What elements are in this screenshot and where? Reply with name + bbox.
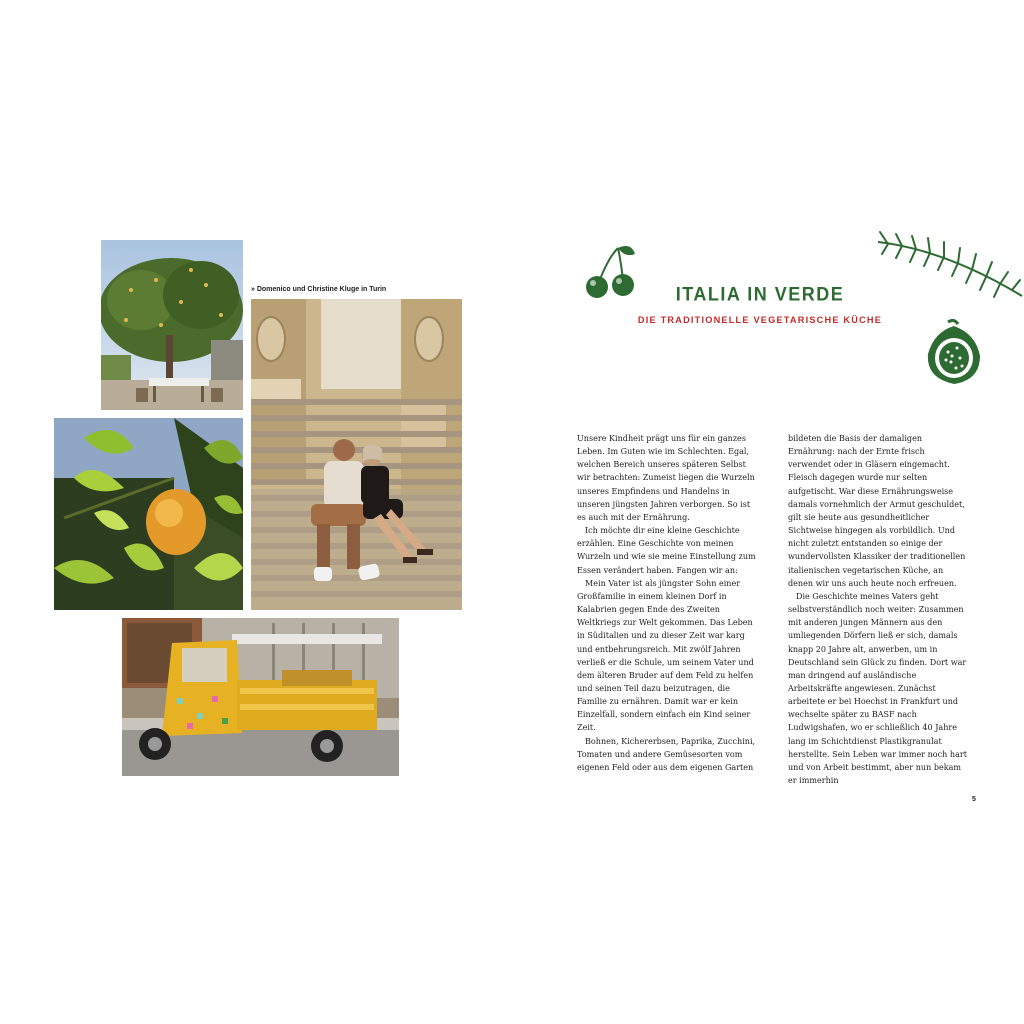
text-column-left <box>577 432 757 774</box>
text-column-right <box>788 432 968 787</box>
page-title: ITALIA IN VERDE <box>675 282 845 305</box>
photo-yellow-ape <box>122 618 399 776</box>
page-subtitle: DIE TRADITIONELLE VEGETARISCHE KÜCHE <box>637 315 883 325</box>
paragraph: Die Geschichte meines Vaters geht selbstverständlich noch weiter: Zusammen mit anderen jungen Männern aus den umliegenden Dörfern ließ er sich, damals knapp 20 Jahre alt, anwerben, um in Deutschland sein Glück zu finden. Dort war man dringend auf ausländische Arbeitskräfte angewiesen. Zunächst arbeitete er bei Hoechst in Frankfurt und wechselte später zu BASF nach Ludwigshafen, wo er schließlich 40 Jahre lang im Schichtdienst Plastikgranulat herstellte. Sein Leben war immer noch hart und von Arbeit bestimmt, aber nun bekam er immerhin <box>788 591 967 786</box>
photo-tree-terrace <box>101 240 243 410</box>
fig-icon <box>924 318 984 388</box>
paragraph: Unsere Kindheit prägt uns für ein ganzes Leben. Im Guten wie im Schlechten. Egal, welchen Bereich unseres späteren Selbst wir betrachten: Zumeist liegen die Wurzeln unseres Empfindens und Handelns in unseren jüngsten Jahren verborgen. So ist es auch mit der Ernährung. <box>577 434 755 522</box>
photo-lemon-tree <box>54 418 243 610</box>
cherries-icon <box>583 240 638 300</box>
paragraph: bildeten die Basis der damaligen Ernährung: nach der Ernte frisch verwendet oder in Gläsern eingemacht. Fleisch dagegen wurde nur selten aufgetischt. War diese Ernährungsweise damals vornehmlich der Armut geschuldet, gilt sie heute aus gesundheitlicher Sichtweise hingegen als vorbildlich. Und nicht zuletzt entstanden so einige der wundervollsten Klassiker der traditionellen italienischen vegetarischen Küche, an denen wir uns auch heute noch erfreuen. <box>788 434 966 588</box>
photo-caption: » Domenico und Christine Kluge in Turin <box>251 286 387 293</box>
page-number: 5 <box>972 796 976 803</box>
photo-couple-staircase <box>251 299 462 610</box>
paragraph: Ich möchte dir eine kleine Geschichte erzählen. Eine Geschichte von meinen Wurzeln und wie sie meine Einstellung zum Essen verändert haben. Fangen wir an: <box>577 526 756 575</box>
rosemary-sprig-icon <box>876 228 1024 303</box>
paragraph: Bohnen, Kichererbsen, Paprika, Zucchini, Tomaten und andere Gemüsesorten vom eigenen Feld oder aus dem eigenen Garten <box>577 736 756 772</box>
paragraph: Mein Vater ist als jüngster Sohn einer Großfamilie in einem kleinen Dorf in Kalabrien gegen Ende des Zweiten Weltkriegs zur Welt gekommen. Das Leben in Süditalien und zu dieser Zeit war karg und entbehrungsreich. Mit zwölf Jahren verließ er die Schule, um seinem Vater und dem älteren Bruder auf dem Feld zu helfen und seinen Teil dazu beizutragen, die Familie zu ernähren. Damit war er kein Einzelfall, sondern einfach ein Kind seiner Zeit. <box>577 578 754 733</box>
